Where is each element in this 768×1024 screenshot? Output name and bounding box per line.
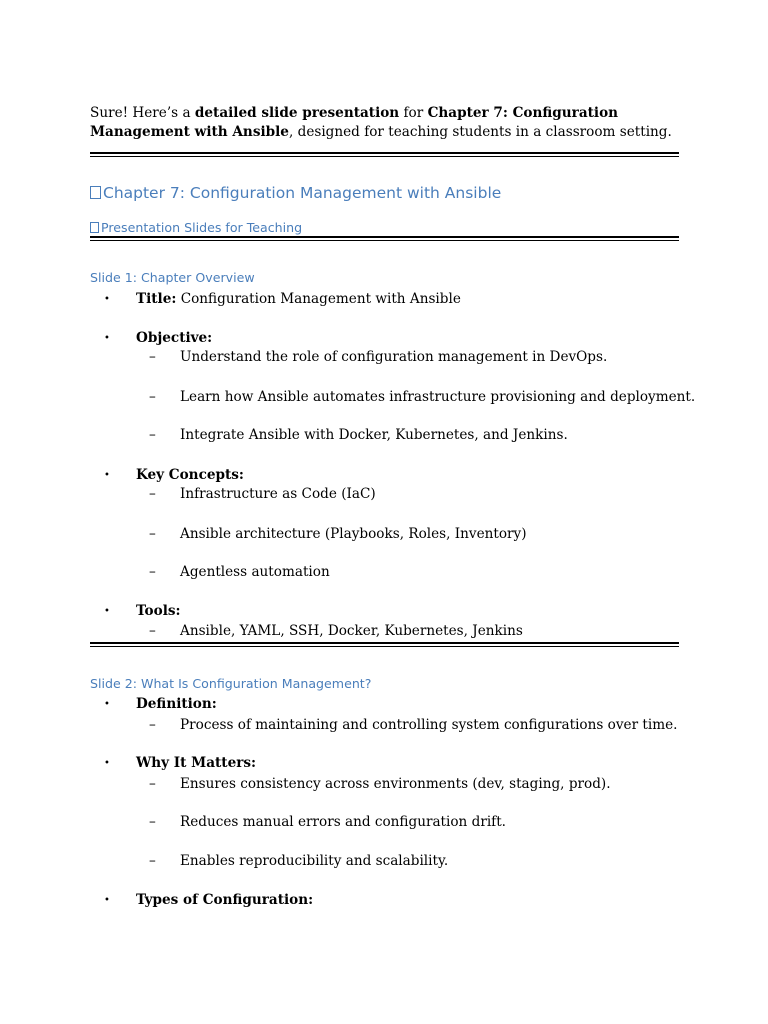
dash-icon: – — [149, 814, 156, 830]
sub-item: Ansible architecture (Playbooks, Roles, Inventory) — [180, 526, 527, 542]
dash-icon: – — [149, 486, 156, 502]
dash-icon: – — [149, 349, 156, 365]
subtitle-heading — [90, 220, 302, 235]
sub-item: Ensures consistency across environments (dev, staging, prod). — [180, 776, 611, 792]
chapter-heading — [90, 184, 501, 202]
sub-item: Infrastructure as Code (IaC) — [180, 486, 376, 502]
item-label: Definition: — [136, 696, 217, 712]
subtitle-heading-text: Presentation Slides for Teaching — [101, 220, 303, 235]
item-label: Types of Configuration: — [136, 892, 314, 908]
bullet-icon: • — [104, 294, 110, 305]
document-page — [90, 0, 696, 1024]
item-label: Key Concepts: — [136, 467, 244, 483]
dash-icon: – — [149, 623, 156, 639]
bullet-icon: • — [104, 758, 110, 769]
item-label: Objective: — [136, 330, 213, 346]
sub-item: Process of maintaining and controlling system configurations over time. — [180, 717, 678, 733]
intro-paragraph — [90, 104, 679, 142]
list-item — [136, 696, 217, 712]
sub-item: Learn how Ansible automates infrastructure provisioning and deployment. — [180, 389, 696, 405]
divider — [90, 152, 679, 157]
intro-bold-chapter: Chapter 7: Configuration Management with Ansible — [90, 105, 619, 140]
dash-icon: – — [149, 427, 156, 443]
dash-icon: – — [149, 853, 156, 869]
bullet-icon: • — [104, 895, 110, 906]
list-item — [136, 892, 313, 908]
sub-item: Understand the role of configuration management in DevOps. — [180, 349, 608, 365]
sub-item: Ansible, YAML, SSH, Docker, Kubernetes, Jenkins — [180, 623, 523, 639]
dash-icon: – — [149, 389, 156, 405]
item-label: Why It Matters: — [136, 755, 257, 771]
dash-icon: – — [149, 526, 156, 542]
bullet-icon: • — [104, 470, 110, 481]
missing-glyph-icon — [90, 222, 99, 233]
list-item — [136, 291, 461, 307]
slide1-title: Slide 1: Chapter Overview — [90, 270, 255, 285]
dash-icon: – — [149, 776, 156, 792]
intro-text: for — [399, 105, 428, 121]
intro-text: Sure! Here’s a — [90, 105, 195, 121]
chapter-heading-text: Chapter 7: Configuration Management with Ansible — [103, 184, 502, 202]
list-item — [136, 755, 256, 771]
sub-item: Integrate Ansible with Docker, Kubernetes, and Jenkins. — [180, 427, 568, 443]
item-label: Title: — [136, 291, 177, 307]
dash-icon: – — [149, 564, 156, 580]
bullet-icon: • — [104, 699, 110, 710]
item-value: Configuration Management with Ansible — [176, 291, 461, 307]
bullet-icon: • — [104, 606, 110, 617]
dash-icon: – — [149, 717, 156, 733]
divider — [90, 642, 679, 647]
list-item — [136, 603, 181, 619]
intro-text: , designed for teaching students in a classroom setting. — [288, 124, 672, 140]
divider — [90, 236, 679, 241]
list-item — [136, 467, 244, 483]
list-item — [136, 330, 212, 346]
intro-bold-presentation: detailed slide presentation — [194, 105, 400, 121]
sub-item: Enables reproducibility and scalability. — [180, 853, 449, 869]
bullet-icon: • — [104, 333, 110, 344]
sub-item: Reduces manual errors and configuration drift. — [180, 814, 506, 830]
sub-item: Agentless automation — [180, 564, 330, 580]
item-label: Tools: — [136, 603, 181, 619]
slide2-title: Slide 2: What Is Configuration Management? — [90, 676, 372, 691]
missing-glyph-icon — [90, 186, 101, 199]
